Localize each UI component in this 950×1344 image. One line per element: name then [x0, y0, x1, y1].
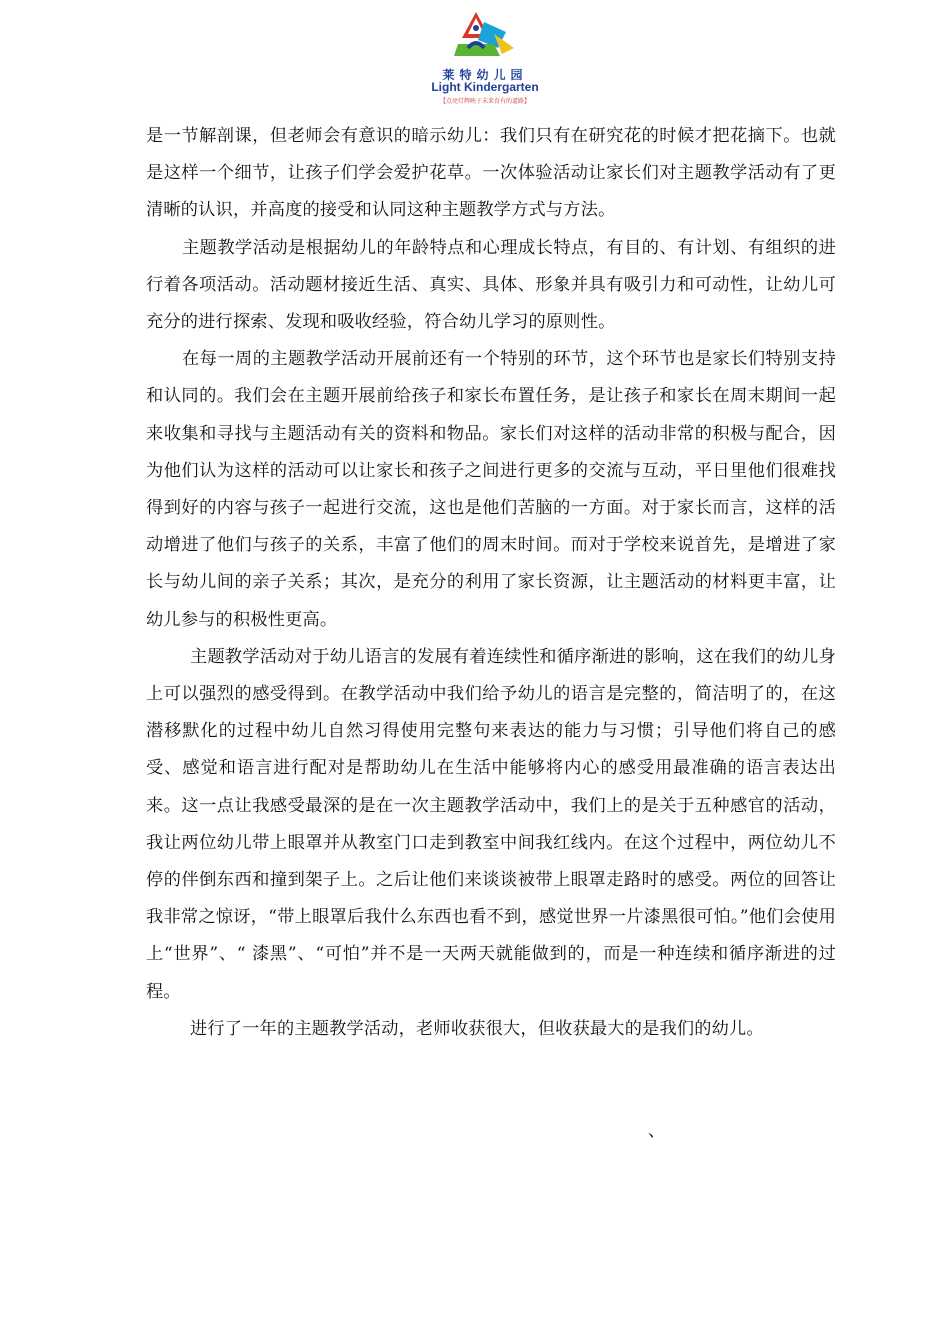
article-body	[146, 118, 836, 1048]
logo-emblem-icon	[454, 8, 516, 64]
paragraph-3: 在每一周的主题教学活动开展前还有一个特别的环节，这个环节也是家长们特别支持和认同的。我们会在主题开展前给孩子和家长布置任务，是让孩子和家长在周末期间一起来收集和寻找与主题活动有关的资料和物品。家长们对这样的活动非常的积极与配合，因为他们认为这样的活动可以让家长和孩子之间进行更多的交流与互动，平日里他们很难找得到好的内容与孩子一起进行交流，这也是他们苦脑的一方面。对于家长而言，这样的活动增进了他们与孩子的关系，丰富了他们的周末时间。而对于学校来说首先，是增进了家长与幼儿间的亲子关系；其次，是充分的利用了家长资源，让主题活动的材料更丰富，让幼儿参与的积极性更高。	[146, 349, 836, 630]
paragraph-2: 主题教学活动是根据幼儿的年龄特点和心理成长特点，有目的、有计划、有组织的进行着各项活动。活动题材接近生活、真实、具体、形象并具有吸引力和可动性，让幼儿可充分的进行探索、发现和吸收经验，符合幼儿学习的原则性。	[146, 237, 836, 333]
kindergarten-logo	[420, 8, 550, 106]
logo-slogan: 【点亮灯辉映于未来育有的道路】	[439, 98, 530, 105]
paragraph-5: 进行了一年的主题教学活动，老师收获很大，但收获最大的是我们的幼儿。	[190, 1018, 764, 1039]
trailing-punctuation: 、	[648, 1121, 665, 1141]
paragraph-1: 是一节解剖课，但老师会有意识的暗示幼儿：我们只有在研究花的时候才把花摘下。也就是这样一个细节，让孩子们学会爱护花草。一次体验活动让家长们对主题教学活动有了更清晰的认识，并高度的接受和认同这种主题教学方式与方法。	[146, 126, 836, 221]
paragraph-4: 主题教学活动对于幼儿语言的发展有着连续性和循序渐进的影响，这在我们的幼儿身上可以强烈的感受得到。在教学活动中我们给予幼儿的语言是完整的，简洁明了的，在这潜移默化的过程中幼儿自然习得使用完整句来表达的能力与习惯；引导他们将自己的感受、感觉和语言进行配对是帮助幼儿在生活中能够将内心的感受用最准确的语言表达出来。这一点让我感受最深的是在一次主题教学活动中，我们上的是关于五种感官的活动，我让两位幼儿带上眼罩并从教室门口走到教室中间我红线内。在这个过程中，两位幼儿不停的伴倒东西和撞到架子上。之后让他们来谈谈被带上眼罩走路时的感受。两位的回答让我非常之惊讶，“带上眼罩后我什么东西也看不到，感觉世界一片漆黑很可怕。”他们会使用上“世界”、“ 漆黑”、“可怕”并不是一天两天就能做到的，而是一种连续和循序渐进的过程。	[146, 646, 836, 1002]
logo-english-name: Light Kindergarten	[431, 80, 539, 94]
logo-chinese-name: 莱特幼儿园	[442, 68, 528, 82]
